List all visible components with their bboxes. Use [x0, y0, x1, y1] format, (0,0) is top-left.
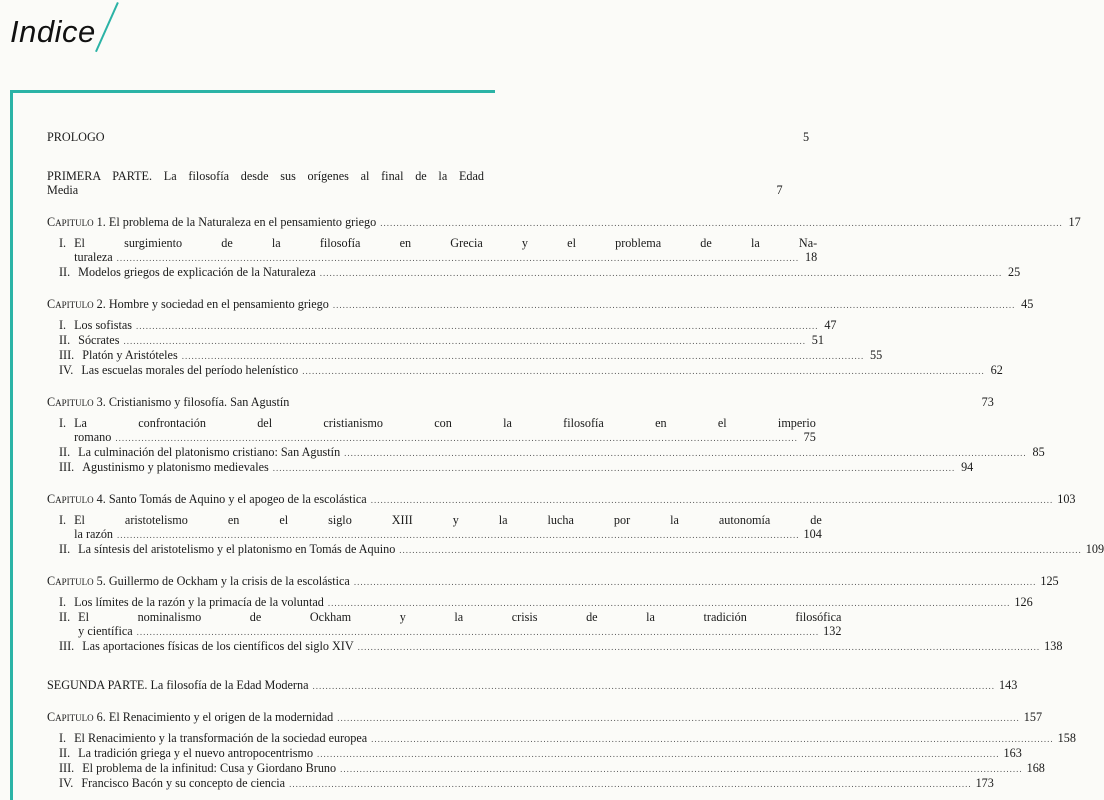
toc-subentry[interactable] [59, 761, 1045, 776]
roman-numeral: II. [59, 746, 71, 760]
leader-dots [117, 528, 800, 542]
roman-numeral: III. [59, 460, 75, 474]
toc-subentry[interactable] [59, 348, 883, 363]
subentry-line2: romano [74, 430, 112, 444]
leader-dots [136, 319, 819, 333]
chapter-label: Capitulo 1. [47, 215, 106, 229]
subentry-title: Los sofistas [74, 318, 132, 332]
leader-dots [123, 334, 806, 348]
leader-dots [337, 711, 1020, 725]
frame-top-rule [10, 90, 495, 93]
toc-entry-capitulo-5[interactable] [47, 574, 1059, 589]
roman-numeral: III. [59, 348, 75, 362]
chapter-label: Capitulo 6. [47, 710, 106, 724]
toc-page: 5 [802, 130, 810, 144]
subentry-title: El problema de la infinitud: Cusa y Giordano Bruno [82, 761, 337, 775]
toc-page: 163 [1003, 746, 1022, 760]
leader-dots [344, 446, 1027, 460]
toc-page: 109 [1085, 542, 1104, 556]
toc-subentry[interactable] [59, 416, 816, 445]
title-slash-decoration [95, 2, 119, 52]
toc-page: 138 [1044, 639, 1063, 653]
chapter-title: El problema de la Naturaleza en el pensamiento griego [108, 215, 377, 229]
subentry-title: Modelos griegos de explicación de la Naturaleza [78, 265, 316, 279]
part-title-line2: Media [47, 183, 79, 197]
roman-numeral: III. [59, 639, 75, 653]
subentry-title: La culminación del platonismo cristiano: San Agustín [78, 445, 341, 459]
leader-dots [320, 266, 1003, 280]
toc-entry-primera-parte[interactable] [47, 169, 783, 198]
toc-entry-capitulo-1[interactable] [47, 215, 1081, 230]
toc-subentry[interactable] [59, 513, 822, 542]
roman-numeral: I. [59, 513, 67, 527]
part-title-line1: La filosofía desde sus orígenes al final de la Edad [163, 169, 485, 183]
subentry-title: Agustinismo y platonismo medievales [82, 460, 269, 474]
chapter-label: Capitulo 4. [47, 492, 106, 506]
toc-subentry[interactable] [59, 746, 1022, 761]
leader-dots [182, 349, 865, 363]
toc-page: 55 [870, 348, 883, 362]
toc-page: 104 [803, 527, 822, 541]
toc-page: 103 [1057, 492, 1076, 506]
toc-entry-capitulo-3[interactable] [47, 395, 994, 410]
toc-page: 75 [803, 430, 816, 444]
toc-subentry[interactable] [59, 595, 1033, 610]
leader-dots [340, 762, 1023, 776]
leader-dots [117, 251, 800, 265]
toc-subentry[interactable] [59, 363, 1003, 378]
subentry-line2: la razón [74, 527, 114, 541]
roman-numeral: IV. [59, 776, 74, 790]
toc-entry-capitulo-2[interactable] [47, 297, 1034, 312]
toc-page: 73 [981, 395, 994, 409]
toc-page: 25 [1008, 265, 1021, 279]
toc-page: 45 [1021, 297, 1034, 311]
leader-dots [137, 625, 820, 639]
leader-dots [328, 596, 1011, 610]
toc-page: 7 [776, 183, 783, 197]
toc-page: 132 [823, 624, 842, 638]
toc-subentry[interactable] [59, 265, 1021, 280]
subentry-title: El Renacimiento y la transformación de la sociedad europea [74, 731, 368, 745]
toc-entry-capitulo-4[interactable] [47, 492, 1076, 507]
roman-numeral: I. [59, 236, 67, 250]
roman-numeral: IV. [59, 363, 74, 377]
toc-entry-segunda-parte[interactable] [47, 678, 1018, 693]
leader-dots [354, 575, 1037, 589]
leader-dots [371, 732, 1054, 746]
roman-numeral: II. [59, 610, 71, 624]
leader-dots [273, 461, 956, 475]
roman-numeral: II. [59, 333, 71, 347]
table-of-contents [47, 130, 1104, 791]
toc-page: 143 [999, 678, 1018, 692]
toc-subentry[interactable] [59, 460, 974, 475]
toc-subentry[interactable] [59, 318, 837, 333]
leader-dots [399, 543, 1082, 557]
roman-numeral: III. [59, 761, 75, 775]
leader-dots [289, 777, 972, 791]
roman-numeral: I. [59, 731, 67, 745]
toc-page: 47 [824, 318, 837, 332]
chapter-title: Santo Tomás de Aquino y el apogeo de la escolástica [108, 492, 367, 506]
part-label: SEGUNDA PARTE. [47, 678, 148, 692]
roman-numeral: II. [59, 445, 71, 459]
toc-page: 51 [811, 333, 824, 347]
subentry-line2: turaleza [74, 250, 113, 264]
toc-subentry[interactable] [59, 445, 1045, 460]
toc-subentry[interactable] [59, 236, 818, 265]
leader-dots [333, 298, 1016, 312]
toc-page: 94 [961, 460, 974, 474]
toc-subentry[interactable] [59, 731, 1076, 746]
toc-page: 157 [1023, 710, 1043, 724]
toc-subentry[interactable] [59, 639, 1063, 654]
subentry-title: Sócrates [78, 333, 120, 347]
toc-page: 158 [1057, 731, 1076, 745]
part-label: PRIMERA PARTE. [47, 169, 153, 183]
leader-dots [358, 640, 1041, 654]
toc-title: PROLOGO [47, 130, 105, 144]
leader-dots [313, 679, 996, 693]
toc-page: 173 [975, 776, 994, 790]
chapter-title: Hombre y sociedad en el pensamiento griego [108, 297, 329, 311]
chapter-label: Capitulo 5. [47, 574, 106, 588]
roman-numeral: I. [59, 595, 67, 609]
subentry-title: Francisco Bacón y su concepto de ciencia [81, 776, 286, 790]
chapter-title: Cristianismo y filosofía. San Agustín [108, 395, 290, 409]
leader-dots [317, 747, 1000, 761]
toc-page: 126 [1014, 595, 1033, 609]
roman-numeral: I. [59, 416, 67, 430]
part-title: La filosofía de la Edad Moderna [150, 678, 309, 692]
leader-dots [302, 364, 985, 378]
toc-subentry[interactable] [59, 610, 842, 639]
chapter-label: Capitulo 3. [47, 395, 106, 409]
subentry-line1: La confrontación del cristianismo con la filosofía en el imperio [74, 416, 816, 430]
frame-left-rule [10, 90, 13, 800]
subentry-title: La tradición griega y el nuevo antropocentrismo [78, 746, 314, 760]
chapter-title: El Renacimiento y el origen de la modernidad [108, 710, 334, 724]
subentry-title: Las aportaciones físicas de los científicos del siglo XIV [82, 639, 354, 653]
toc-subentry[interactable] [59, 776, 994, 791]
toc-page: 17 [1068, 215, 1081, 229]
subentry-title: Platón y Aristóteles [82, 348, 178, 362]
leader-dots [371, 493, 1054, 507]
subentry-title: Los límites de la razón y la primacía de la voluntad [74, 595, 324, 609]
toc-subentry[interactable] [59, 333, 824, 348]
roman-numeral: II. [59, 542, 71, 556]
toc-entry-capitulo-6[interactable] [47, 710, 1043, 725]
subentry-line1: El surgimiento de la filosofía en Grecia y el problema de la Na- [74, 236, 818, 250]
subentry-title: La síntesis del aristotelismo y el platonismo en Tomás de Aquino [78, 542, 396, 556]
roman-numeral: I. [59, 318, 67, 332]
page-title: Indice [10, 14, 96, 49]
subentry-title: Las escuelas morales del período helenístico [81, 363, 299, 377]
roman-numeral: II. [59, 265, 71, 279]
leader-dots [380, 216, 1063, 230]
subentry-line1: El aristotelismo en el siglo XIII y la lucha por la autonomía de [74, 513, 822, 527]
leader-dots [115, 431, 798, 445]
toc-page: 62 [990, 363, 1003, 377]
toc-page: 18 [804, 250, 818, 264]
toc-page: 168 [1026, 761, 1045, 775]
chapter-label: Capitulo 2. [47, 297, 106, 311]
subentry-line2: y científica [78, 624, 133, 638]
toc-page: 125 [1040, 574, 1059, 588]
chapter-title: Guillermo de Ockham y la crisis de la escolástica [108, 574, 350, 588]
toc-entry-prologo[interactable] [47, 130, 810, 145]
subentry-line1: El nominalismo de Ockham y la crisis de la tradición filosófica [78, 610, 842, 624]
toc-page: 85 [1032, 445, 1045, 459]
toc-subentry[interactable] [59, 542, 1104, 557]
